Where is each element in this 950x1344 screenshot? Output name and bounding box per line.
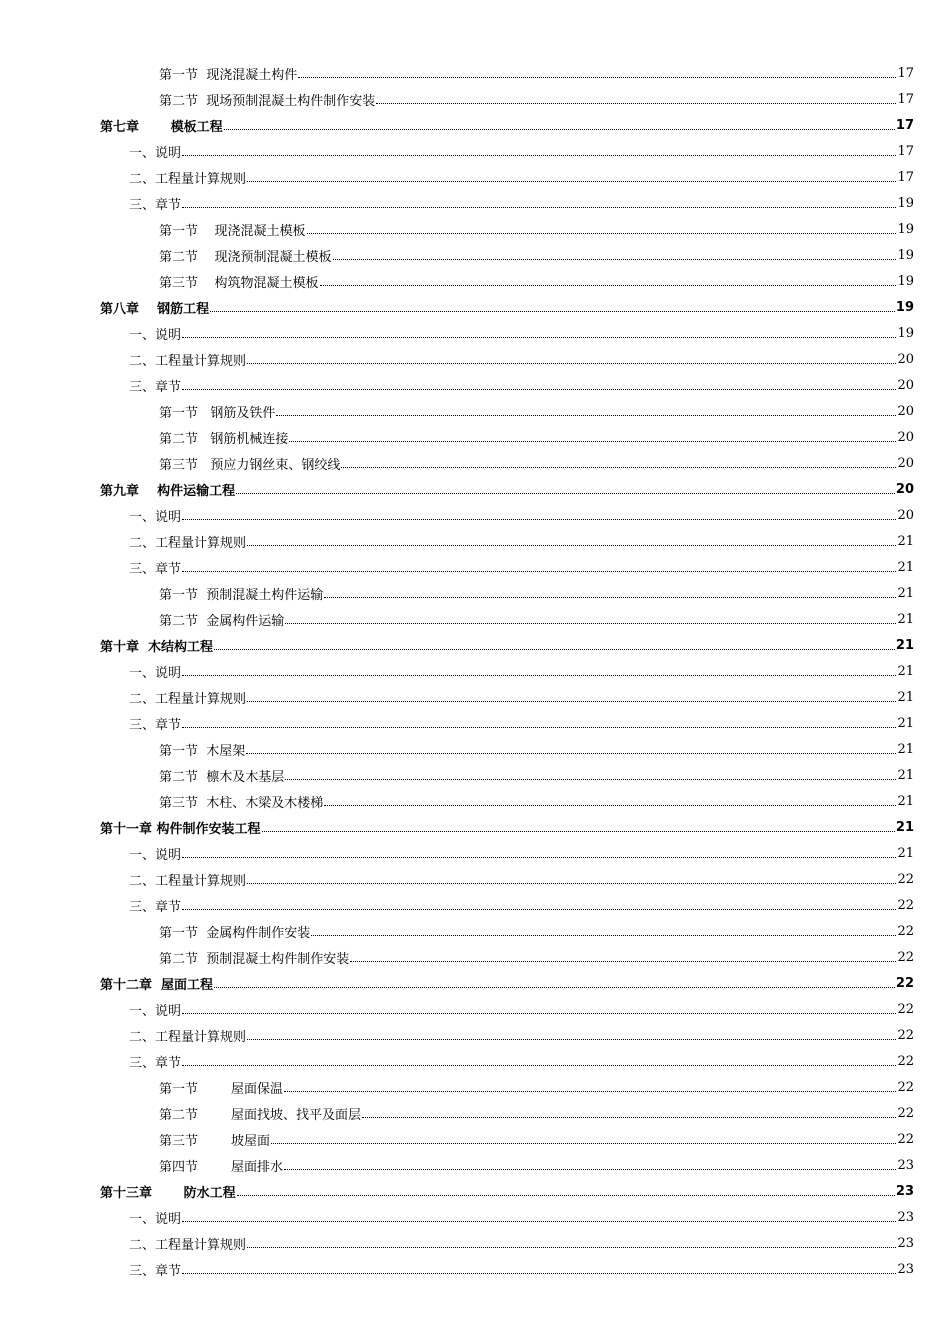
toc-entry-title: 第二节 金属构件运输 xyxy=(159,613,285,629)
dot-leader xyxy=(182,856,896,858)
toc-part-entry[interactable] xyxy=(0,528,950,554)
dot-leader xyxy=(285,622,896,624)
dot-leader xyxy=(182,1064,896,1066)
toc-entry-title: 二、工程量计算规则 xyxy=(129,1029,247,1045)
toc-page-number: 23 xyxy=(897,1261,914,1277)
toc-section-entry[interactable] xyxy=(0,580,950,606)
toc-entry-title: 第二节 预制混凝土构件制作安装 xyxy=(159,951,350,967)
toc-page-number: 19 xyxy=(897,247,914,263)
toc-chapter-entry[interactable] xyxy=(0,970,950,996)
dot-leader xyxy=(182,908,896,910)
toc-entry-title: 三、章节 xyxy=(129,379,182,395)
toc-page-number: 20 xyxy=(895,481,914,497)
toc-entry-title: 三、章节 xyxy=(129,561,182,577)
toc-page-number: 19 xyxy=(897,325,914,341)
dot-leader xyxy=(376,102,896,104)
toc-part-entry[interactable] xyxy=(0,866,950,892)
toc-part-entry[interactable] xyxy=(0,658,950,684)
toc-page-number: 22 xyxy=(897,1131,914,1147)
dot-leader xyxy=(182,726,896,728)
toc-part-entry[interactable] xyxy=(0,502,950,528)
toc-entry-title: 一、说明 xyxy=(129,1211,182,1227)
dot-leader xyxy=(341,466,896,468)
toc-entry-title: 三、章节 xyxy=(129,197,182,213)
toc-part-entry[interactable] xyxy=(0,1230,950,1256)
toc-part-entry[interactable] xyxy=(0,138,950,164)
toc-page-number: 19 xyxy=(895,299,914,315)
dot-leader xyxy=(298,76,896,78)
toc-entry-title: 第二节 现浇预制混凝土模板 xyxy=(159,249,332,265)
dot-leader xyxy=(247,1246,896,1248)
dot-leader xyxy=(182,154,896,156)
toc-entry-title: 第十二章 屋面工程 xyxy=(100,977,214,993)
toc-page-number: 23 xyxy=(897,1209,914,1225)
toc-entry-title: 第四节 屋面排水 xyxy=(159,1159,284,1175)
toc-entry-title: 一、说明 xyxy=(129,665,182,681)
toc-part-entry[interactable] xyxy=(0,320,950,346)
toc-entry-title: 第十章 木结构工程 xyxy=(100,639,214,655)
toc-entry-title: 二、工程量计算规则 xyxy=(129,1237,247,1253)
toc-entry-title: 第一节 现浇混凝土模板 xyxy=(159,223,306,239)
toc-entry-title: 二、工程量计算规则 xyxy=(129,353,247,369)
dot-leader xyxy=(246,752,896,754)
toc-page-number: 20 xyxy=(897,403,914,419)
toc-part-entry[interactable] xyxy=(0,1256,950,1282)
toc-page-number: 23 xyxy=(895,1183,914,1199)
toc-entry-title: 三、章节 xyxy=(129,717,182,733)
toc-page-number: 21 xyxy=(897,741,914,757)
dot-leader xyxy=(247,362,896,364)
toc-entry-title: 第三节 构筑物混凝土模板 xyxy=(159,275,319,291)
toc-page-number: 17 xyxy=(895,117,914,133)
toc-section-entry[interactable] xyxy=(0,1126,950,1152)
toc-page-number: 20 xyxy=(897,429,914,445)
toc-part-entry[interactable] xyxy=(0,554,950,580)
dot-leader xyxy=(182,206,896,208)
toc-page-number: 21 xyxy=(897,715,914,731)
dot-leader xyxy=(289,440,896,442)
toc-chapter-entry[interactable] xyxy=(0,294,950,320)
dot-leader xyxy=(285,778,896,780)
toc-page-number: 21 xyxy=(897,767,914,783)
toc-entry-title: 三、章节 xyxy=(129,1263,182,1279)
toc-part-entry[interactable] xyxy=(0,1022,950,1048)
dot-leader xyxy=(214,986,895,988)
toc-page-number: 21 xyxy=(897,585,914,601)
dot-leader xyxy=(236,492,895,494)
toc-section-entry[interactable] xyxy=(0,1152,950,1178)
toc-page-number: 22 xyxy=(897,1001,914,1017)
toc-entry-title: 一、说明 xyxy=(129,1003,182,1019)
toc-part-entry[interactable] xyxy=(0,684,950,710)
toc-page-number: 21 xyxy=(897,559,914,575)
toc-part-entry[interactable] xyxy=(0,190,950,216)
toc-page-number: 21 xyxy=(897,611,914,627)
toc-entry-title: 第三节 木柱、木梁及木楼梯 xyxy=(159,795,324,811)
toc-page-number: 20 xyxy=(897,507,914,523)
toc-section-entry[interactable] xyxy=(0,1074,950,1100)
toc-part-entry[interactable] xyxy=(0,164,950,190)
toc-entry-title: 第一节 现浇混凝土构件 xyxy=(159,67,298,83)
toc-entry-title: 二、工程量计算规则 xyxy=(129,535,247,551)
toc-entry-title: 第一节 屋面保温 xyxy=(159,1081,284,1097)
dot-leader xyxy=(210,310,895,312)
toc-entry-title: 第一节 金属构件制作安装 xyxy=(159,925,311,941)
toc-chapter-entry[interactable] xyxy=(0,814,950,840)
toc-part-entry[interactable] xyxy=(0,372,950,398)
dot-leader xyxy=(247,544,896,546)
toc-page-number: 23 xyxy=(897,1235,914,1251)
toc-part-entry[interactable] xyxy=(0,840,950,866)
toc-section-entry[interactable] xyxy=(0,762,950,788)
toc-entry-title: 一、说明 xyxy=(129,145,182,161)
dot-leader xyxy=(247,700,896,702)
toc-chapter-entry[interactable] xyxy=(0,632,950,658)
toc-part-entry[interactable] xyxy=(0,1204,950,1230)
toc-entry-title: 一、说明 xyxy=(129,847,182,863)
toc-page-number: 17 xyxy=(897,143,914,159)
toc-page-number: 20 xyxy=(897,377,914,393)
dot-leader xyxy=(182,1272,896,1274)
toc-entry-title: 第八章 钢筋工程 xyxy=(100,301,210,317)
dot-leader xyxy=(247,1038,896,1040)
toc-chapter-entry[interactable] xyxy=(0,1178,950,1204)
dot-leader xyxy=(284,1168,896,1170)
toc-page-number: 23 xyxy=(897,1157,914,1173)
toc-section-entry[interactable] xyxy=(0,398,950,424)
dot-leader xyxy=(320,284,897,286)
toc-section-entry[interactable] xyxy=(0,606,950,632)
dot-leader xyxy=(182,336,896,338)
toc-entry-title: 三、章节 xyxy=(129,899,182,915)
dot-leader xyxy=(182,518,896,520)
toc-page-number: 22 xyxy=(897,1105,914,1121)
toc-part-entry[interactable] xyxy=(0,710,950,736)
toc-part-entry[interactable] xyxy=(0,996,950,1022)
toc-entry-title: 第二节 檩木及木基层 xyxy=(159,769,285,785)
toc-entry-title: 第二节 钢筋机械连接 xyxy=(159,431,289,447)
dot-leader xyxy=(247,882,896,884)
dot-leader xyxy=(247,180,896,182)
toc-entry-title: 第十三章 防水工程 xyxy=(100,1185,236,1201)
toc-page-number: 22 xyxy=(897,897,914,913)
toc-page-number: 22 xyxy=(895,975,914,991)
toc-section-entry[interactable] xyxy=(0,242,950,268)
dot-leader xyxy=(284,1090,896,1092)
toc-section-entry[interactable] xyxy=(0,918,950,944)
toc-entry-title: 第三节 坡屋面 xyxy=(159,1133,271,1149)
toc-entry-title: 第二节 屋面找坡、找平及面层 xyxy=(159,1107,362,1123)
toc-page-number: 22 xyxy=(897,1027,914,1043)
toc-entry-title: 第三节 预应力钢丝束、钢绞线 xyxy=(159,457,341,473)
toc-page-number: 20 xyxy=(897,351,914,367)
toc-page-number: 19 xyxy=(897,195,914,211)
toc-chapter-entry[interactable] xyxy=(0,476,950,502)
dot-leader xyxy=(362,1116,896,1118)
dot-leader xyxy=(182,1012,896,1014)
dot-leader xyxy=(224,128,895,130)
dot-leader xyxy=(182,570,896,572)
toc-page-number: 21 xyxy=(897,663,914,679)
toc-entry-title: 第九章 构件运输工程 xyxy=(100,483,236,499)
dot-leader xyxy=(182,388,896,390)
toc-page-number: 22 xyxy=(897,1079,914,1095)
toc-section-entry[interactable] xyxy=(0,268,950,294)
toc-entry-title: 一、说明 xyxy=(129,327,182,343)
dot-leader xyxy=(324,596,896,598)
toc-part-entry[interactable] xyxy=(0,346,950,372)
toc-entry-title: 第七章 模板工程 xyxy=(100,119,223,135)
toc-section-entry[interactable] xyxy=(0,1100,950,1126)
toc-entry-title: 二、工程量计算规则 xyxy=(129,873,247,889)
table-of-contents xyxy=(0,60,950,1282)
toc-page-number: 22 xyxy=(897,923,914,939)
dot-leader xyxy=(182,674,896,676)
toc-page-number: 19 xyxy=(897,273,914,289)
toc-entry-title: 二、工程量计算规则 xyxy=(129,171,247,187)
toc-part-entry[interactable] xyxy=(0,1048,950,1074)
dot-leader xyxy=(271,1142,896,1144)
toc-entry-title: 第一节 钢筋及铁件 xyxy=(159,405,276,421)
toc-page-number: 21 xyxy=(895,819,914,835)
toc-section-entry[interactable] xyxy=(0,944,950,970)
toc-entry-title: 第十一章 构件制作安装工程 xyxy=(100,821,261,837)
toc-page-number: 17 xyxy=(897,169,914,185)
toc-page-number: 22 xyxy=(897,871,914,887)
toc-chapter-entry[interactable] xyxy=(0,112,950,138)
toc-entry-title: 一、说明 xyxy=(129,509,182,525)
toc-section-entry[interactable] xyxy=(0,450,950,476)
dot-leader xyxy=(237,1194,895,1196)
toc-entry-title: 第二节 现场预制混凝土构件制作安装 xyxy=(159,93,376,109)
dot-leader xyxy=(307,232,897,234)
toc-entry-title: 二、工程量计算规则 xyxy=(129,691,247,707)
dot-leader xyxy=(350,960,896,962)
toc-section-entry[interactable] xyxy=(0,736,950,762)
toc-page-number: 21 xyxy=(897,793,914,809)
toc-page-number: 22 xyxy=(897,1053,914,1069)
dot-leader xyxy=(311,934,896,936)
toc-entry-title: 三、章节 xyxy=(129,1055,182,1071)
toc-part-entry[interactable] xyxy=(0,892,950,918)
dot-leader xyxy=(262,830,895,832)
toc-page-number: 21 xyxy=(897,533,914,549)
toc-section-entry[interactable] xyxy=(0,60,950,86)
dot-leader xyxy=(276,414,896,416)
toc-page-number: 22 xyxy=(897,949,914,965)
dot-leader xyxy=(324,804,896,806)
toc-page-number: 19 xyxy=(897,221,914,237)
dot-leader xyxy=(214,648,895,650)
toc-page-number: 17 xyxy=(897,91,914,107)
toc-page-number: 21 xyxy=(895,637,914,653)
toc-entry-title: 第一节 木屋架 xyxy=(159,743,246,759)
toc-section-entry[interactable] xyxy=(0,424,950,450)
toc-page-number: 21 xyxy=(897,845,914,861)
toc-section-entry[interactable] xyxy=(0,788,950,814)
toc-page-number: 20 xyxy=(897,455,914,471)
dot-leader xyxy=(182,1220,896,1222)
toc-page-number: 21 xyxy=(897,689,914,705)
toc-section-entry[interactable] xyxy=(0,86,950,112)
toc-entry-title: 第一节 预制混凝土构件运输 xyxy=(159,587,324,603)
toc-section-entry[interactable] xyxy=(0,216,950,242)
dot-leader xyxy=(333,258,897,260)
toc-page-number: 17 xyxy=(897,65,914,81)
